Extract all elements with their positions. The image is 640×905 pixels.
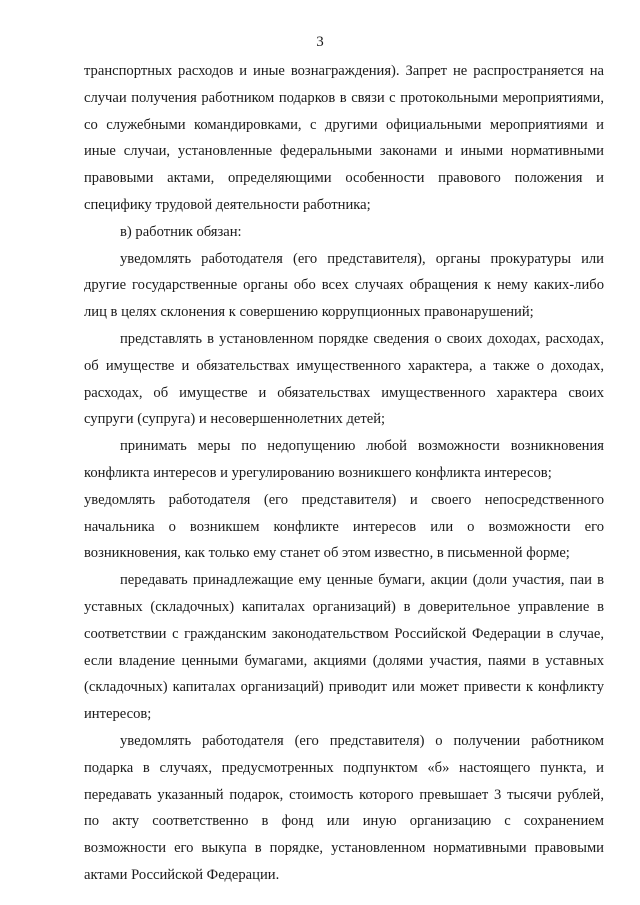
paragraph-8: уведомлять работодателя (его представителя) о получении работником подарка в случаях, предусмотренных подпунктом «б» настоящего пункта, и передавать указанный подарок, стоимость которого превышает 3 тысячи рублей, по акту соответственно в фонд или иную организацию с сохранением возможности его выкупа в порядке, установленном нормативными правовыми актами Российской Федерации. (84, 732, 604, 883)
paragraph-6: уведомлять работодателя (его представителя) и своего непосредственного начальника о возникшем конфликте интересов или о возможности его возникновения, как только ему станет об этом известно, в письменной форме; (84, 491, 604, 562)
paragraph-7: передавать принадлежащие ему ценные бумаги, акции (доли участия, паи в уставных (складочных) капиталах организаций) в доверительное управление в соответствии с гражданским законодательством Российской Федерации в случае, если владение ценными бумагами, акциями (долями участия, паями в уставных (складочных) капиталах организаций) приводит или может привести к конфликту интересов; (84, 572, 604, 723)
paragraph-1: транспортных расходов и иные вознаграждения). Запрет не распространяется на случаи получения работником подарков в связи с протокольными мероприятиями, со служебными командировками, с другими официальными мероприятиями и иные случаи, установленные федеральными законами и иными нормативными правовыми актами, определяющими особенности правового положения и специфику трудовой деятельности работника; (84, 63, 604, 213)
page-number: 3 (316, 34, 324, 50)
paragraph-3: уведомлять работодателя (его представителя), органы прокуратуры или другие государственные органы обо всех случаях обращения к нему каких-либо лиц в целях склонения к совершению коррупционных правонарушений; (84, 250, 604, 321)
document-body (84, 58, 604, 889)
paragraph-4: представлять в установленном порядке сведения о своих доходах, расходах, об имуществе и обязательствах имущественного характера, а также о доходах, расходах, об имуществе и обязательствах имущественного характера своих супруги (супруга) и несовершеннолетних детей; (84, 330, 604, 428)
paragraph-5: принимать меры по недопущению любой возможности возникновения конфликта интересов и урегулированию возникшего конфликта интересов; (84, 438, 604, 481)
paragraph-2: в) работник обязан: (120, 223, 242, 240)
